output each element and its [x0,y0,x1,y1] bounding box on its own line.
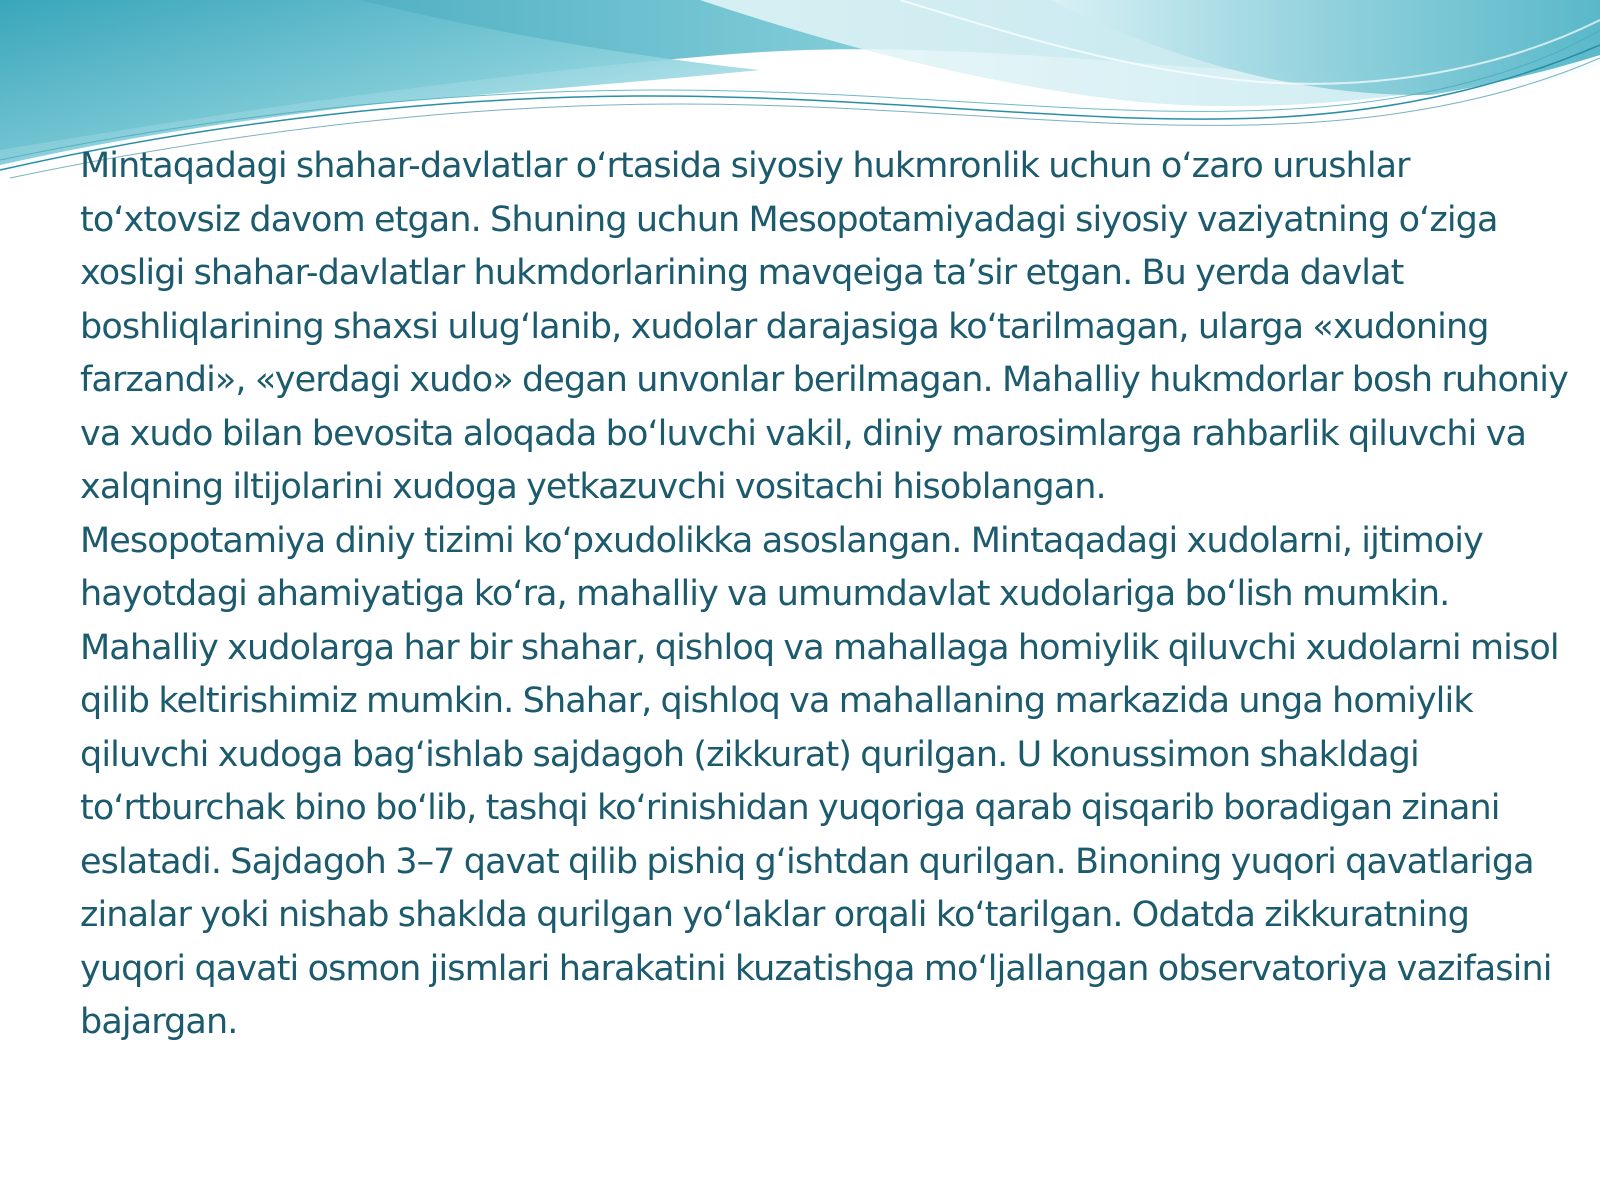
paragraph: Mintaqadagi shahar-davlatlar o‘rtasida siyosiy hukmronlik uchun o‘zaro urushlar to‘xtovsiz davom etgan. Shuning uchun Mesopotamiyadagi siyosiy vaziyatning o‘ziga xosligi shahar-davlatlar hukmdorlarining mavqeiga ta’sir etgan. Bu yerda davlat boshliqlarining shaxsi ulug‘lanib, xudolar darajasiga ko‘tarilmagan, ularga «xudoning farzandi», «yerdagi xudo» degan unvonlar berilmagan. Mahalliy hukmdorlar bosh ruhoniy va xudo bilan bevosita aloqada bo‘luvchi vakil, diniy marosimlarga rahbarlik qiluvchi va xalqning iltijolarini xudoga yetkazuvchi vositachi hisoblangan. [80,146,1568,507]
paragraph: Mesopotamiya diniy tizimi ko‘pxudolikka asoslangan. Mintaqadagi xudolarni, ijtimoiy hayotdagi ahamiyatiga ko‘ra, mahalliy va umumdavlat xudolariga bo‘lish mumkin. Mahalliy xudolarga har bir shahar, qishloq va mahallaga homiylik qiluvchi xudolarni misol qilib keltirishimiz mumkin. Shahar, qishloq va mahallaning markazida unga homiylik qiluvchi xudoga bag‘ishlab sajdagoh (zikkurat) qurilgan. U konussimon shakldagi to‘rtburchak bino bo‘lib, tashqi ko‘rinishidan yuqoriga qarab qisqarib boradigan zinani eslatadi. Sajdagoh 3–7 qavat qilib pishiq g‘ishtdan qurilgan. Binoning yuqori qavatlariga zinalar yoki nishab shaklda qurilgan yo‘laklar orqali ko‘tarilgan. Odatda zikkuratning yuqori qavati osmon jismlari harakatini kuzatishga mo‘ljallangan observatoriya vazifasini bajargan. [80,520,1559,1042]
slide-body [80,140,1570,1050]
